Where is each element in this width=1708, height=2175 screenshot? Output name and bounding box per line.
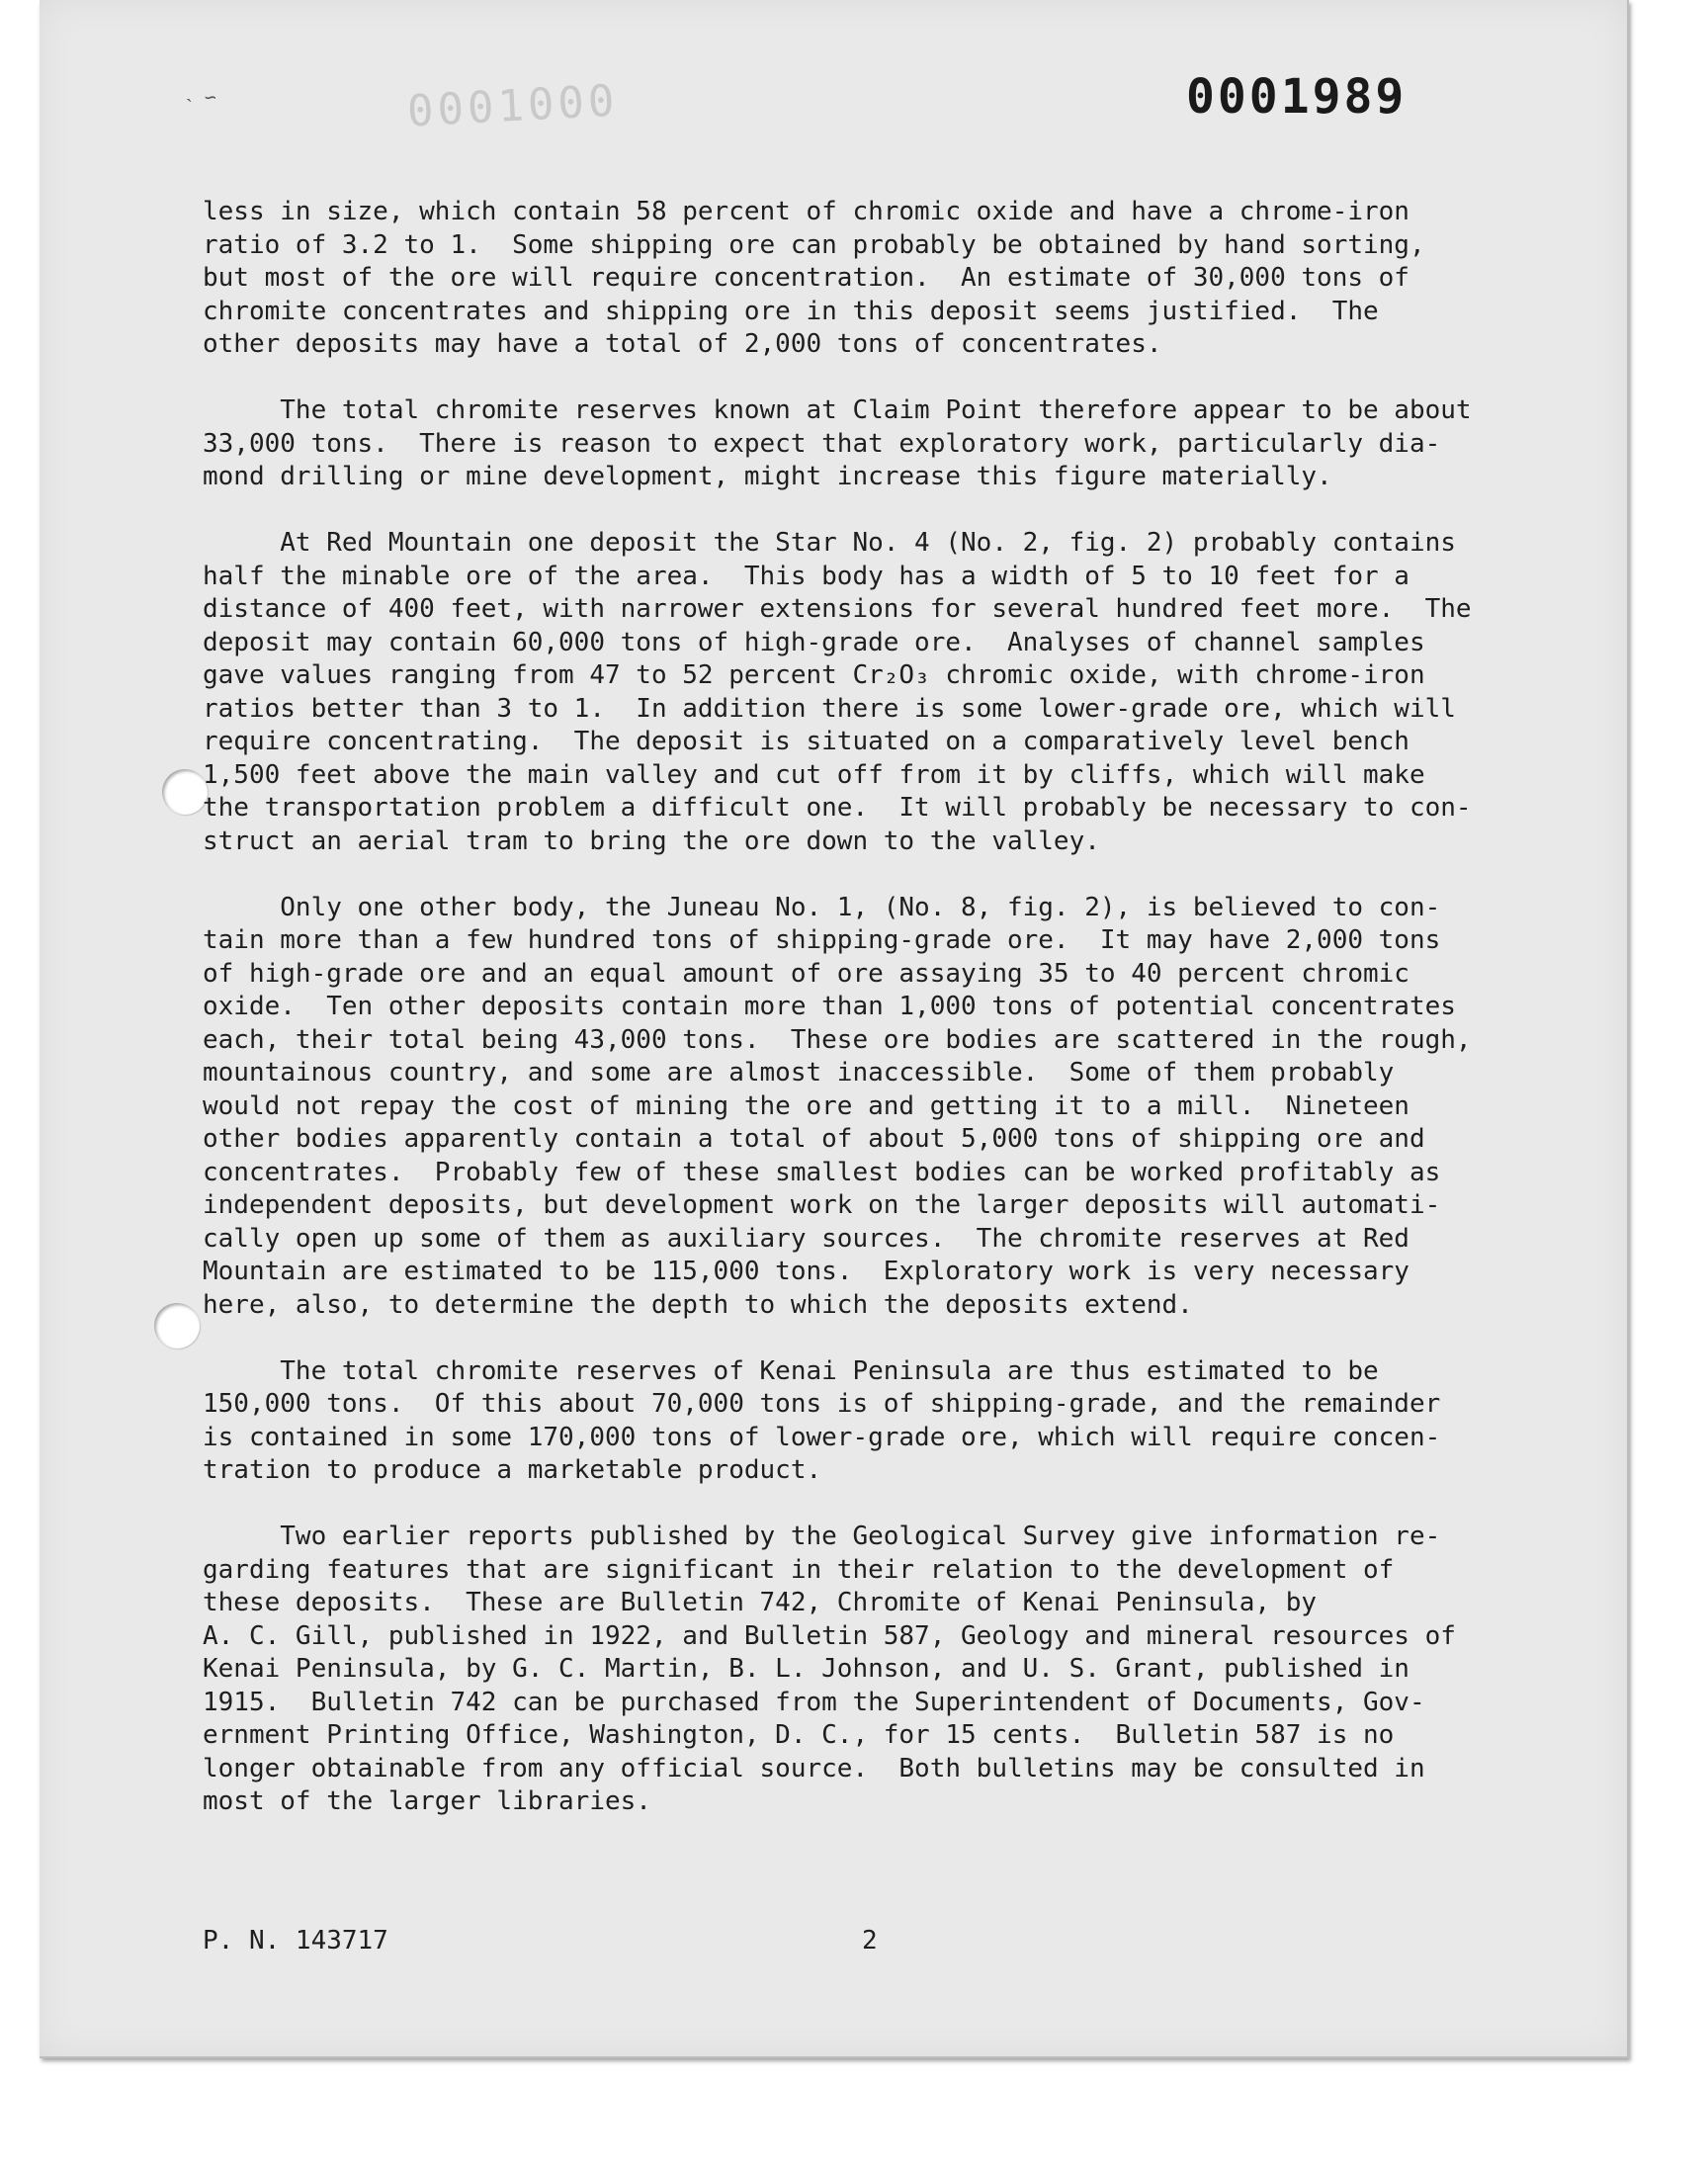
text-line: oxide. Ten other deposits contain more than 1,000 tons of potential concentrates bbox=[203, 992, 1456, 1021]
text-line: Only one other body, the Juneau No. 1, (No. 8, fig. 2), is believed to con- bbox=[203, 892, 1441, 922]
text-line: Two earlier reports published by the Geological Survey give information re- bbox=[203, 1522, 1441, 1551]
document-number-stamp: 0001989 bbox=[1186, 69, 1408, 125]
text-line: these deposits. These are Bulletin 742, Chromite of Kenai Peninsula, by bbox=[203, 1588, 1318, 1617]
text-line: other bodies apparently contain a total of about 5,000 tons of shipping ore and bbox=[203, 1124, 1425, 1154]
faint-stamp-number: 0001000 bbox=[405, 75, 620, 137]
text-line: The total chromite reserves known at Claim Point therefore appear to be about bbox=[203, 395, 1472, 425]
corner-mark: ˴ ∽ bbox=[186, 85, 216, 109]
page-number: 2 bbox=[862, 1926, 878, 1956]
punch-hole-lower bbox=[154, 1303, 200, 1348]
paragraph bbox=[203, 196, 1567, 362]
text-line: most of the larger libraries. bbox=[203, 1786, 651, 1816]
text-line: is contained in some 170,000 tons of lower-grade ore, which will require concen- bbox=[203, 1422, 1441, 1452]
text-line: 150,000 tons. Of this about 70,000 tons is of shipping-grade, and the remainder bbox=[203, 1389, 1441, 1419]
text-line: other deposits may have a total of 2,000 tons of concentrates. bbox=[203, 329, 1162, 359]
text-line: here, also, to determine the depth to which the deposits extend. bbox=[203, 1289, 1193, 1320]
text-line: The total chromite reserves of Kenai Peninsula are thus estimated to be bbox=[203, 1355, 1379, 1386]
text-line: tain more than a few hundred tons of shipping-grade ore. It may have 2,000 tons bbox=[203, 925, 1441, 955]
text-line: ratio of 3.2 to 1. Some shipping ore can probably be obtained by hand sorting, bbox=[203, 229, 1425, 260]
text-line: cally open up some of them as auxiliary sources. The chromite reserves at Red bbox=[203, 1223, 1409, 1254]
text-line: Kenai Peninsula, by G. C. Martin, B. L. Johnson, and U. S. Grant, published in bbox=[203, 1654, 1409, 1684]
text-line: longer obtainable from any official source. Both bulletins may be consulted in bbox=[203, 1753, 1425, 1784]
text-line: A. C. Gill, published in 1922, and Bulletin 587, Geology and mineral resources of bbox=[203, 1620, 1456, 1651]
text-line: mond drilling or mine development, might increase this figure materially. bbox=[203, 462, 1332, 491]
release-number: P. N. 143717 bbox=[203, 1926, 388, 1956]
text-line: ernment Printing Office, Washington, D. C., for 15 cents. Bulletin 587 is no bbox=[203, 1720, 1395, 1750]
text-line: Mountain are estimated to be 115,000 tons. Exploratory work is very necessary bbox=[203, 1257, 1409, 1286]
text-line: distance of 400 feet, with narrower extensions for several hundred feet more. The bbox=[203, 594, 1472, 624]
text-line: half the minable ore of the area. This body has a width of 5 to 10 feet for a bbox=[203, 561, 1409, 591]
text-line: less in size, which contain 58 percent of chromic oxide and have a chrome-iron bbox=[203, 197, 1409, 226]
text-line: tration to produce a marketable product. bbox=[203, 1455, 822, 1485]
text-line: concentrates. Probably few of these smallest bodies can be worked profitably as bbox=[203, 1157, 1441, 1187]
text-line: would not repay the cost of mining the ore and getting it to a mill. Nineteen bbox=[203, 1090, 1409, 1121]
text-line: independent deposits, but development work on the larger deposits will automati- bbox=[203, 1190, 1441, 1220]
text-line: each, their total being 43,000 tons. These ore bodies are scattered in the rough, bbox=[203, 1024, 1472, 1055]
text-line: of high-grade ore and an equal amount of ore assaying 35 to 40 percent chromic bbox=[203, 958, 1409, 989]
text-line: At Red Mountain one deposit the Star No. 4 (No. 2, fig. 2) probably contains bbox=[203, 528, 1456, 558]
text-line: mountainous country, and some are almost inaccessible. Some of them probably bbox=[203, 1058, 1395, 1088]
text-line: garding features that are significant in their relation to the development of bbox=[203, 1554, 1395, 1585]
paragraph bbox=[203, 1355, 1567, 1488]
text-line: deposit may contain 60,000 tons of high-grade ore. Analyses of channel samples bbox=[203, 627, 1425, 657]
body-text bbox=[203, 196, 1567, 1852]
text-line: chromite concentrates and shipping ore in this deposit seems justified. The bbox=[203, 296, 1379, 326]
paragraph bbox=[203, 394, 1567, 494]
text-line: the transportation problem a difficult one. It will probably be necessary to con- bbox=[203, 793, 1472, 823]
text-line: ratios better than 3 to 1. In addition there is some lower-grade ore, which will bbox=[203, 693, 1456, 724]
text-line: gave values ranging from 47 to 52 percent Cr₂O₃ chromic oxide, with chrome-iron bbox=[203, 660, 1425, 690]
paragraph bbox=[203, 892, 1567, 1323]
text-line: 1915. Bulletin 742 can be purchased from the Superintendent of Documents, Gov- bbox=[203, 1687, 1425, 1717]
text-line: 1,500 feet above the main valley and cut off from it by cliffs, which will make bbox=[203, 759, 1425, 790]
paragraph bbox=[203, 1521, 1567, 1819]
text-line: require concentrating. The deposit is situated on a comparatively level bench bbox=[203, 727, 1409, 756]
text-line: but most of the ore will require concentration. An estimate of 30,000 tons of bbox=[203, 263, 1409, 293]
text-line: 33,000 tons. There is reason to expect that exploratory work, particularly dia- bbox=[203, 428, 1441, 459]
text-line: struct an aerial tram to bring the ore down to the valley. bbox=[203, 826, 1100, 856]
punch-hole-upper bbox=[162, 769, 208, 815]
paragraph bbox=[203, 527, 1567, 858]
